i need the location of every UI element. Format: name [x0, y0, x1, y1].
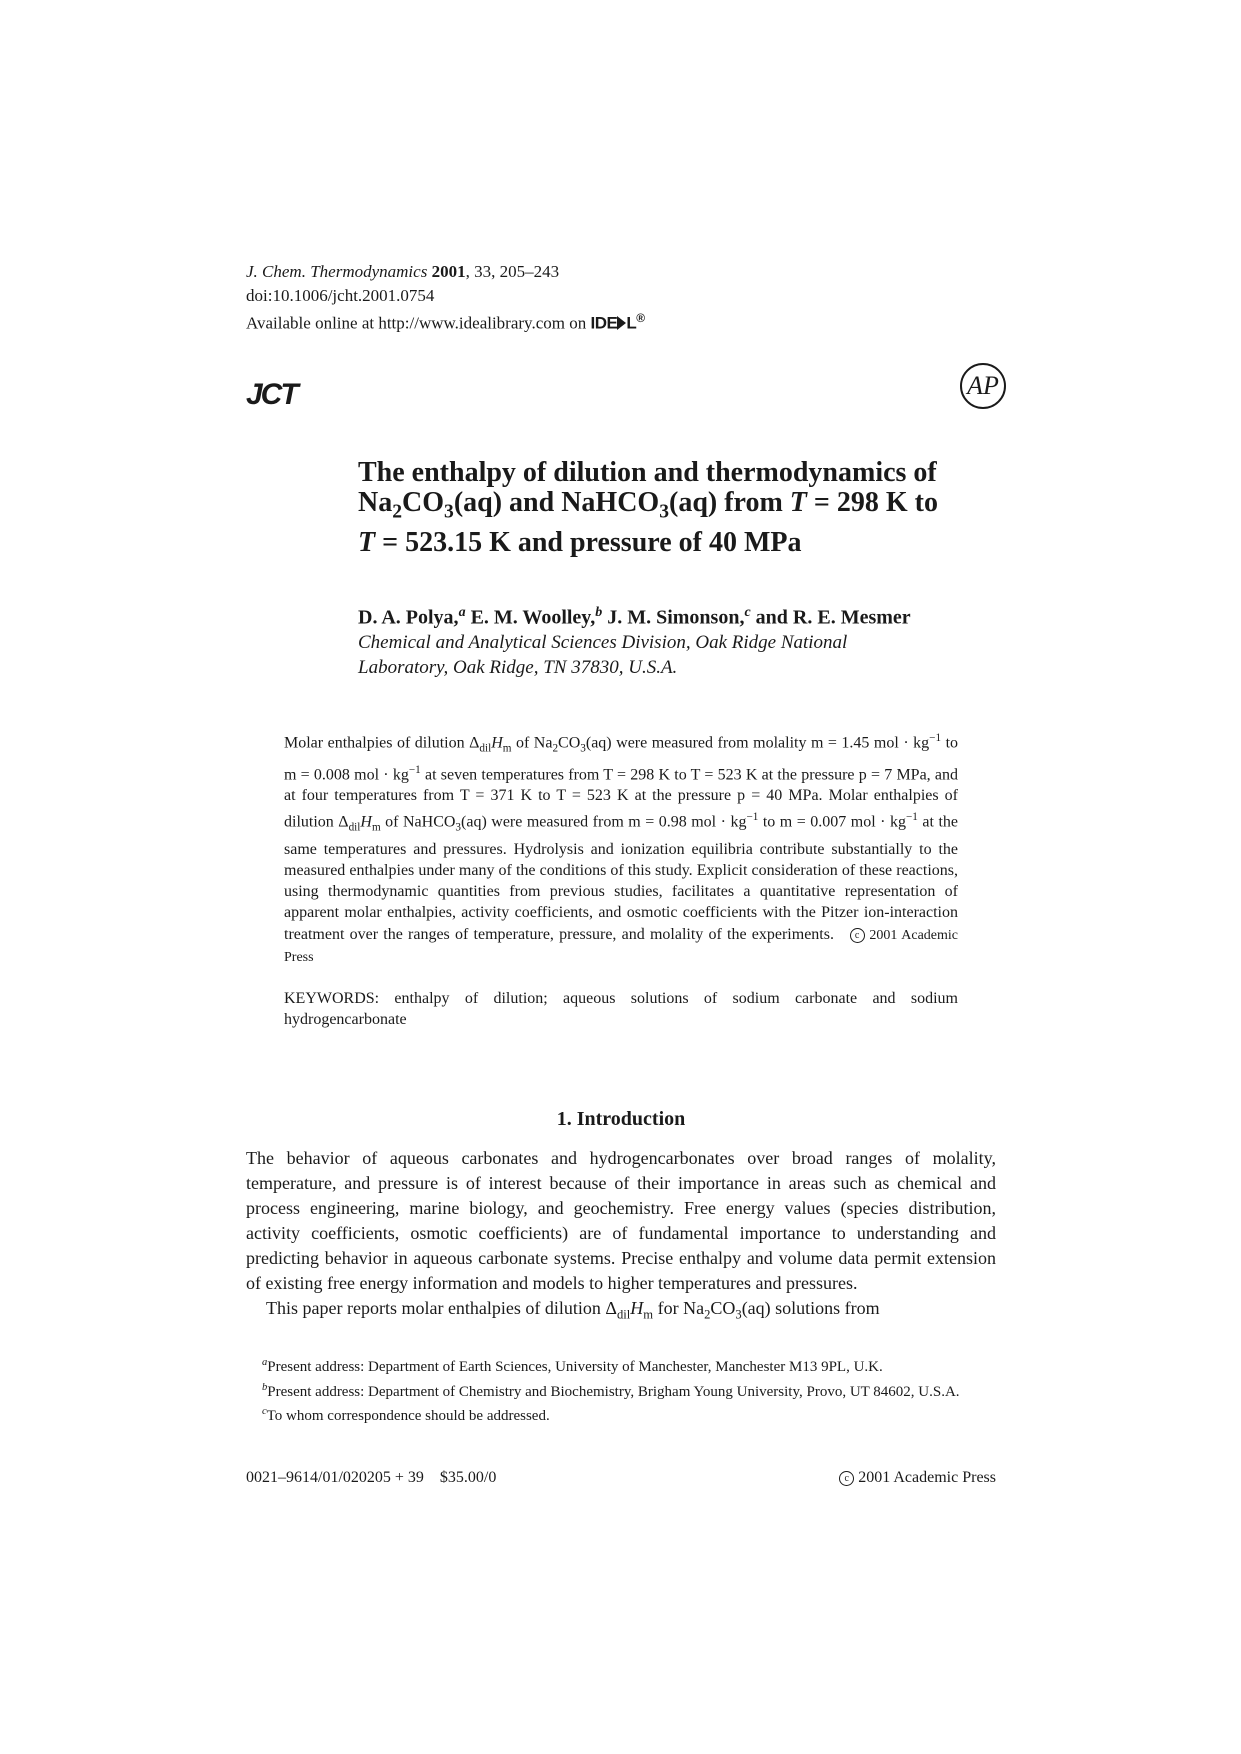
abstract-text: (aq) were measured from m = 0.98 mol · kg — [461, 813, 747, 831]
title-line-1: The enthalpy of dilution and thermodynamics of — [358, 457, 937, 488]
title-symbol: T — [358, 526, 376, 558]
doi: doi:10.1006/jcht.2001.0754 — [246, 286, 435, 305]
journal-citation — [246, 259, 559, 284]
abstract-text: CO — [558, 734, 581, 752]
ideal-logo — [590, 306, 644, 336]
abstract-text: of NaHCO — [380, 813, 456, 831]
intro-text: CO — [710, 1298, 736, 1318]
footnote-text: To whom correspondence should be addressed. — [266, 1408, 550, 1424]
footnote-mark: b — [262, 1381, 268, 1393]
title-sub: 2 — [392, 501, 403, 523]
author-name: D. A. Polya, — [358, 606, 459, 629]
abstract — [284, 728, 958, 968]
title-text: (aq) from — [669, 487, 790, 518]
abstract-symbol: H — [491, 734, 503, 752]
title-co: CO — [402, 487, 445, 518]
journal-volume-pages: , 33, 205–243 — [465, 262, 560, 281]
intro-text: This paper reports molar enthalpies of dilution Δ — [266, 1298, 617, 1318]
footnote-mark: c — [262, 1406, 267, 1417]
footnote-b — [246, 1378, 996, 1403]
author-mark: c — [744, 605, 751, 620]
abstract-text: to m = 0.007 mol · kg — [758, 813, 906, 831]
title-symbol: T — [789, 487, 807, 518]
footnotes — [246, 1353, 996, 1427]
affiliation-line: Laboratory, Oak Ridge, TN 37830, U.S.A. — [358, 657, 678, 678]
abstract-sub: 3 — [455, 821, 462, 834]
intro-sub: m — [643, 1307, 654, 1322]
footnote-c — [246, 1402, 996, 1427]
availability-line — [246, 306, 644, 336]
abstract-text: of Na — [511, 734, 553, 752]
jct-logo: JCT — [246, 378, 297, 411]
title-text: (aq) and NaHCO — [453, 487, 660, 518]
ideal-logo-text-b: L — [626, 313, 637, 333]
journal-name: J. Chem. Thermodynamics — [246, 262, 428, 281]
abstract-sup: −1 — [408, 763, 421, 776]
author-name: and R. E. Mesmer — [750, 606, 911, 629]
availability-text: Available online at http://www.idealibrary.com on — [246, 313, 587, 333]
abstract-sub: dil — [348, 821, 361, 834]
introduction-body — [246, 1146, 996, 1328]
intro-sub: 2 — [704, 1307, 711, 1322]
affiliation-line: Chemical and Analytical Sciences Division, Oak Ridge National — [358, 632, 848, 653]
intro-text: for Na — [653, 1298, 705, 1318]
journal-year: 2001 — [431, 262, 466, 281]
title-text: = 298 K to — [806, 487, 938, 518]
title-line-3 — [358, 528, 998, 558]
footer-copyright — [830, 1469, 996, 1487]
author-mark: a — [458, 605, 466, 620]
abstract-sub: dil — [479, 742, 492, 755]
title-line-2 — [358, 488, 998, 528]
keywords: KEYWORDS: enthalpy of dilution; aqueous solutions of sodium carbonate and sodium hydrogencarbonate — [284, 990, 958, 1028]
intro-paragraph: The behavior of aqueous carbonates and hydrogencarbonates over broad ranges of molality, temperature, and pressure is of interest because of their importance in areas such as chemical and process engineering, marine biology, and geochemistry. Free energy values (species distribution, activity coefficients, osmotic coefficients) are of fundamental importance to understanding and predicting behavior in aqueous carbonate systems. Precise enthalpy and volume data permit extension of existing free energy information and models to higher temperatures and pressures. — [246, 1148, 996, 1293]
abstract-text: at seven temperatures from T = 298 K to T = 523 K at the pressure p = 7 MPa, and at four temperatures from T = 371 K to T = 523 K at the pressure p = 40 MPa. Molar enthalpies of dilution Δ — [284, 766, 959, 831]
abstract-sup: −1 — [746, 810, 759, 823]
footer-copyright-text: 2001 Academic Press — [854, 1469, 996, 1486]
intro-sub: 3 — [735, 1307, 742, 1322]
abstract-sup: −1 — [906, 810, 918, 823]
abstract-sub: 2 — [552, 742, 559, 755]
footnote-text: Present address: Department of Chemistry and Biochemistry, Brigham Young University, Provo, UT 84602, U.S.A. — [267, 1383, 960, 1400]
abstract-symbol: H — [360, 813, 372, 831]
issn-price: 0021–9614/01/020205 + 39 $35.00/0 — [246, 1469, 497, 1486]
author-name: E. M. Woolley, — [465, 606, 596, 629]
abstract-sub: m — [502, 742, 512, 755]
author-name: J. M. Simonson, — [602, 606, 745, 629]
abstract-sub: m — [371, 821, 381, 834]
title-sub: 3 — [444, 501, 454, 523]
abstract-text: to m = 0.008 mol · kg — [284, 734, 959, 784]
footnote-text: Present address: Department of Earth Sciences, University of Manchester, Manchester M13 9PL, U.K. — [267, 1359, 883, 1375]
paper-title — [358, 458, 998, 558]
ideal-logo-text-a: IDE — [590, 313, 618, 333]
copyright-icon: c — [850, 928, 865, 943]
author-mark: b — [595, 605, 603, 620]
footnote-mark: a — [262, 1357, 268, 1368]
intro-text: (aq) solutions from — [741, 1298, 880, 1318]
ideal-registered-mark: ® — [636, 311, 645, 325]
title-sub: 3 — [659, 501, 669, 523]
intro-sub: dil — [617, 1307, 631, 1322]
abstract-sup: −1 — [929, 732, 942, 744]
section-title: 1. Introduction — [556, 1108, 686, 1130]
abstract-text: Molar enthalpies of dilution Δ — [284, 734, 480, 752]
affiliation — [358, 630, 958, 680]
abstract-copyright: 2001 Academic Press — [284, 927, 958, 966]
intro-paragraph — [246, 1296, 996, 1328]
author-list — [358, 600, 1018, 631]
footnote-a — [246, 1353, 996, 1378]
abstract-sub: 3 — [580, 742, 586, 755]
title-text: = 523.15 K and pressure of 40 MPa — [375, 526, 802, 558]
intro-symbol: H — [630, 1298, 644, 1318]
copyright-icon: c — [839, 1471, 854, 1486]
ap-logo: AP — [960, 363, 1006, 409]
abstract-text: (aq) were measured from molality m = 1.45 mol · kg — [585, 734, 930, 752]
abstract-text: at the same temperatures and pressures. Hydrolysis and ionization equilibria contribute substantially to the measured enthalpies under many of the conditions of this study. Explicit consideration of these reactions, using thermodynamic quantities from previous studies, facilitates a quantitative representation of apparent molar enthalpies, activity coefficients, and osmotic coefficients with the Pitzer ion-interaction treatment over the ranges of temperature, pressure, and molality of the experiments. — [284, 813, 958, 943]
ideal-arrow-icon — [617, 316, 626, 330]
title-na: Na — [358, 487, 393, 518]
